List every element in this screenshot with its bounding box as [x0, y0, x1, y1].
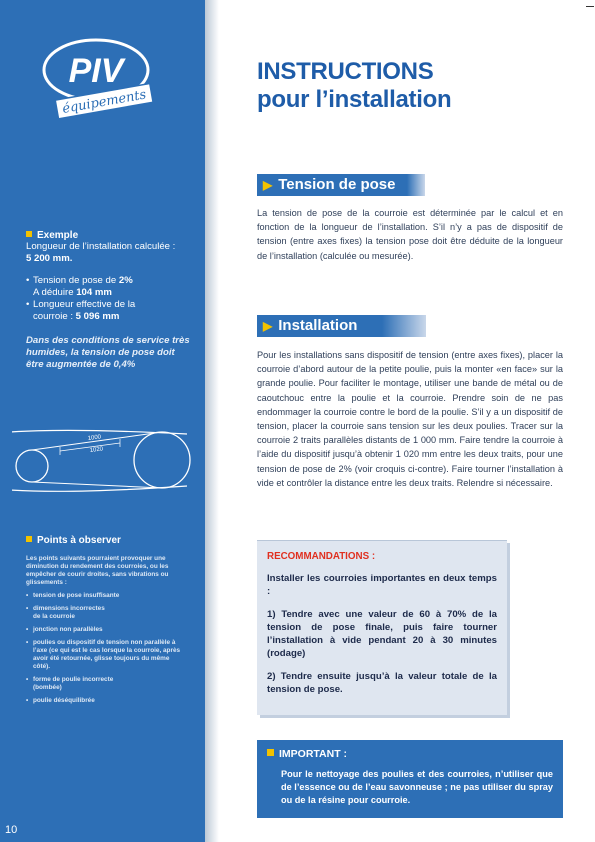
- points-heading: Points à observer: [26, 535, 184, 546]
- exemple-note: Dans des conditions de service très humides, la tension de pose doit être augmentée de 0,4%: [26, 335, 190, 370]
- points-item: • poulie déséquilibrée: [26, 697, 184, 705]
- points-item: • jonction non parallèles: [26, 626, 184, 634]
- piv-logo: [38, 36, 158, 120]
- exemple-line1: Longueur de l’installation calculée :: [26, 241, 176, 252]
- logo-brand: PIV: [68, 52, 124, 90]
- recommandations-intro: Installer les courroies importantes en deux temps :: [267, 573, 497, 597]
- crop-mark: [586, 6, 594, 7]
- important-box: [257, 740, 563, 818]
- section-heading-tension: ▶ Tension de pose: [257, 174, 407, 196]
- points-intro: Les points suivants pourraient provoquer une diminution du rendement des courroies, ou les empêcher de courir droites, sans vibrations ou glissements :: [26, 555, 169, 586]
- arrow-right-icon: ▶: [263, 319, 273, 333]
- page-number: 10: [5, 824, 18, 836]
- arrow-right-icon: ▶: [263, 178, 273, 192]
- square-bullet-icon: [26, 536, 32, 542]
- exemple-bullet-1: • Tension de pose de 2% A déduire 104 mm: [26, 275, 191, 299]
- points-item: • dimensions incorrectes de la courroie: [26, 605, 113, 621]
- points-block: [26, 535, 184, 705]
- important-heading: IMPORTANT :: [267, 748, 347, 760]
- page-title: [257, 58, 451, 114]
- important-body: Pour le nettoyage des poulies et des courroies, n’utiliser que de l’essence ou de l’eau savonneuse ; ne pas utiliser du spray ou de la résine pour courroie.: [281, 769, 553, 805]
- sidebar-shadow: [205, 0, 219, 842]
- diagram-label-bottom: 1020: [89, 446, 104, 454]
- points-item: • tension de pose insuffisante: [26, 592, 184, 600]
- recommandations-heading: RECOMMANDATIONS :: [267, 551, 376, 562]
- title-line-1: INSTRUCTIONS: [257, 58, 434, 85]
- square-bullet-icon: [26, 231, 32, 237]
- title-line-2: pour l’installation: [257, 86, 452, 113]
- exemple-value1: 5 200 mm.: [26, 253, 73, 264]
- logo-tagline: équipements: [61, 87, 148, 117]
- exemple-bullet-2: • Longueur effective de la courroie : 5 096 mm: [26, 299, 191, 323]
- installation-body: Pour les installations sans dispositif de tension (entre axes fixes), placer la courroie d’abord autour de la petite poulie, puis la monter «en face» sur la grande poulie. Pour faciliter le montage, utiliser une bande de métal ou de caoutchouc entre la poulie et la courroie. Prendre soin de ne pas endommager la courroie contre le bord de la poulie. S’il y a un dispositif de tension, placer la courroie sans tension sur les deux poulies. Tracer sur la courroie 2 traits parallèles distants de 1 000 mm. Faire tendre la courroie à l’aide du dispositif jusqu’à obtenir 1 020 mm entre les deux traits, pour une tension de pose de 2% (voir croquis ci-contre). Faire tourner l’installation à vide et contrôler la distance entre les deux traits. Relendre si nécessaire.: [257, 350, 563, 488]
- exemple-heading: Exemple: [26, 230, 191, 241]
- square-bullet-icon: [267, 749, 274, 756]
- tension-body: La tension de pose de la courroie est déterminée par le calcul et en fonction de la longueur de l’installation. S’il n’y a pas de dispositif de tension (entre axes fixes) la tension pose doit être déduite de la longueur de l’installation (calculée ou mesurée).: [257, 208, 563, 261]
- exemple-block: [26, 230, 191, 371]
- banner-fade: [382, 315, 426, 337]
- section-heading-installation: ▶ Installation: [257, 315, 382, 337]
- diagram-label-top: 1000: [87, 434, 102, 442]
- points-item: • poulies ou dispositif de tension non parallèle à l’axe (ce qui est le cas lorsque la courroie, après avoir été retournée, glisse toujours du même côté).: [26, 639, 184, 671]
- recommandations-step-1: 1) Tendre avec une valeur de 60 à 70% de la tension de pose finale, puis faire tourner l’installation à vide pendant 20 à 30 minutes (rodage): [267, 609, 497, 659]
- points-item: • forme de poulie incorrecte (bombée): [26, 676, 143, 692]
- recommandations-box: [257, 540, 507, 715]
- points-list: [26, 592, 184, 705]
- belt-diagram: [12, 418, 202, 504]
- banner-fade: [407, 174, 425, 196]
- recommandations-step-2: 2) Tendre ensuite jusqu’à la valeur totale de la tension de pose.: [267, 671, 497, 695]
